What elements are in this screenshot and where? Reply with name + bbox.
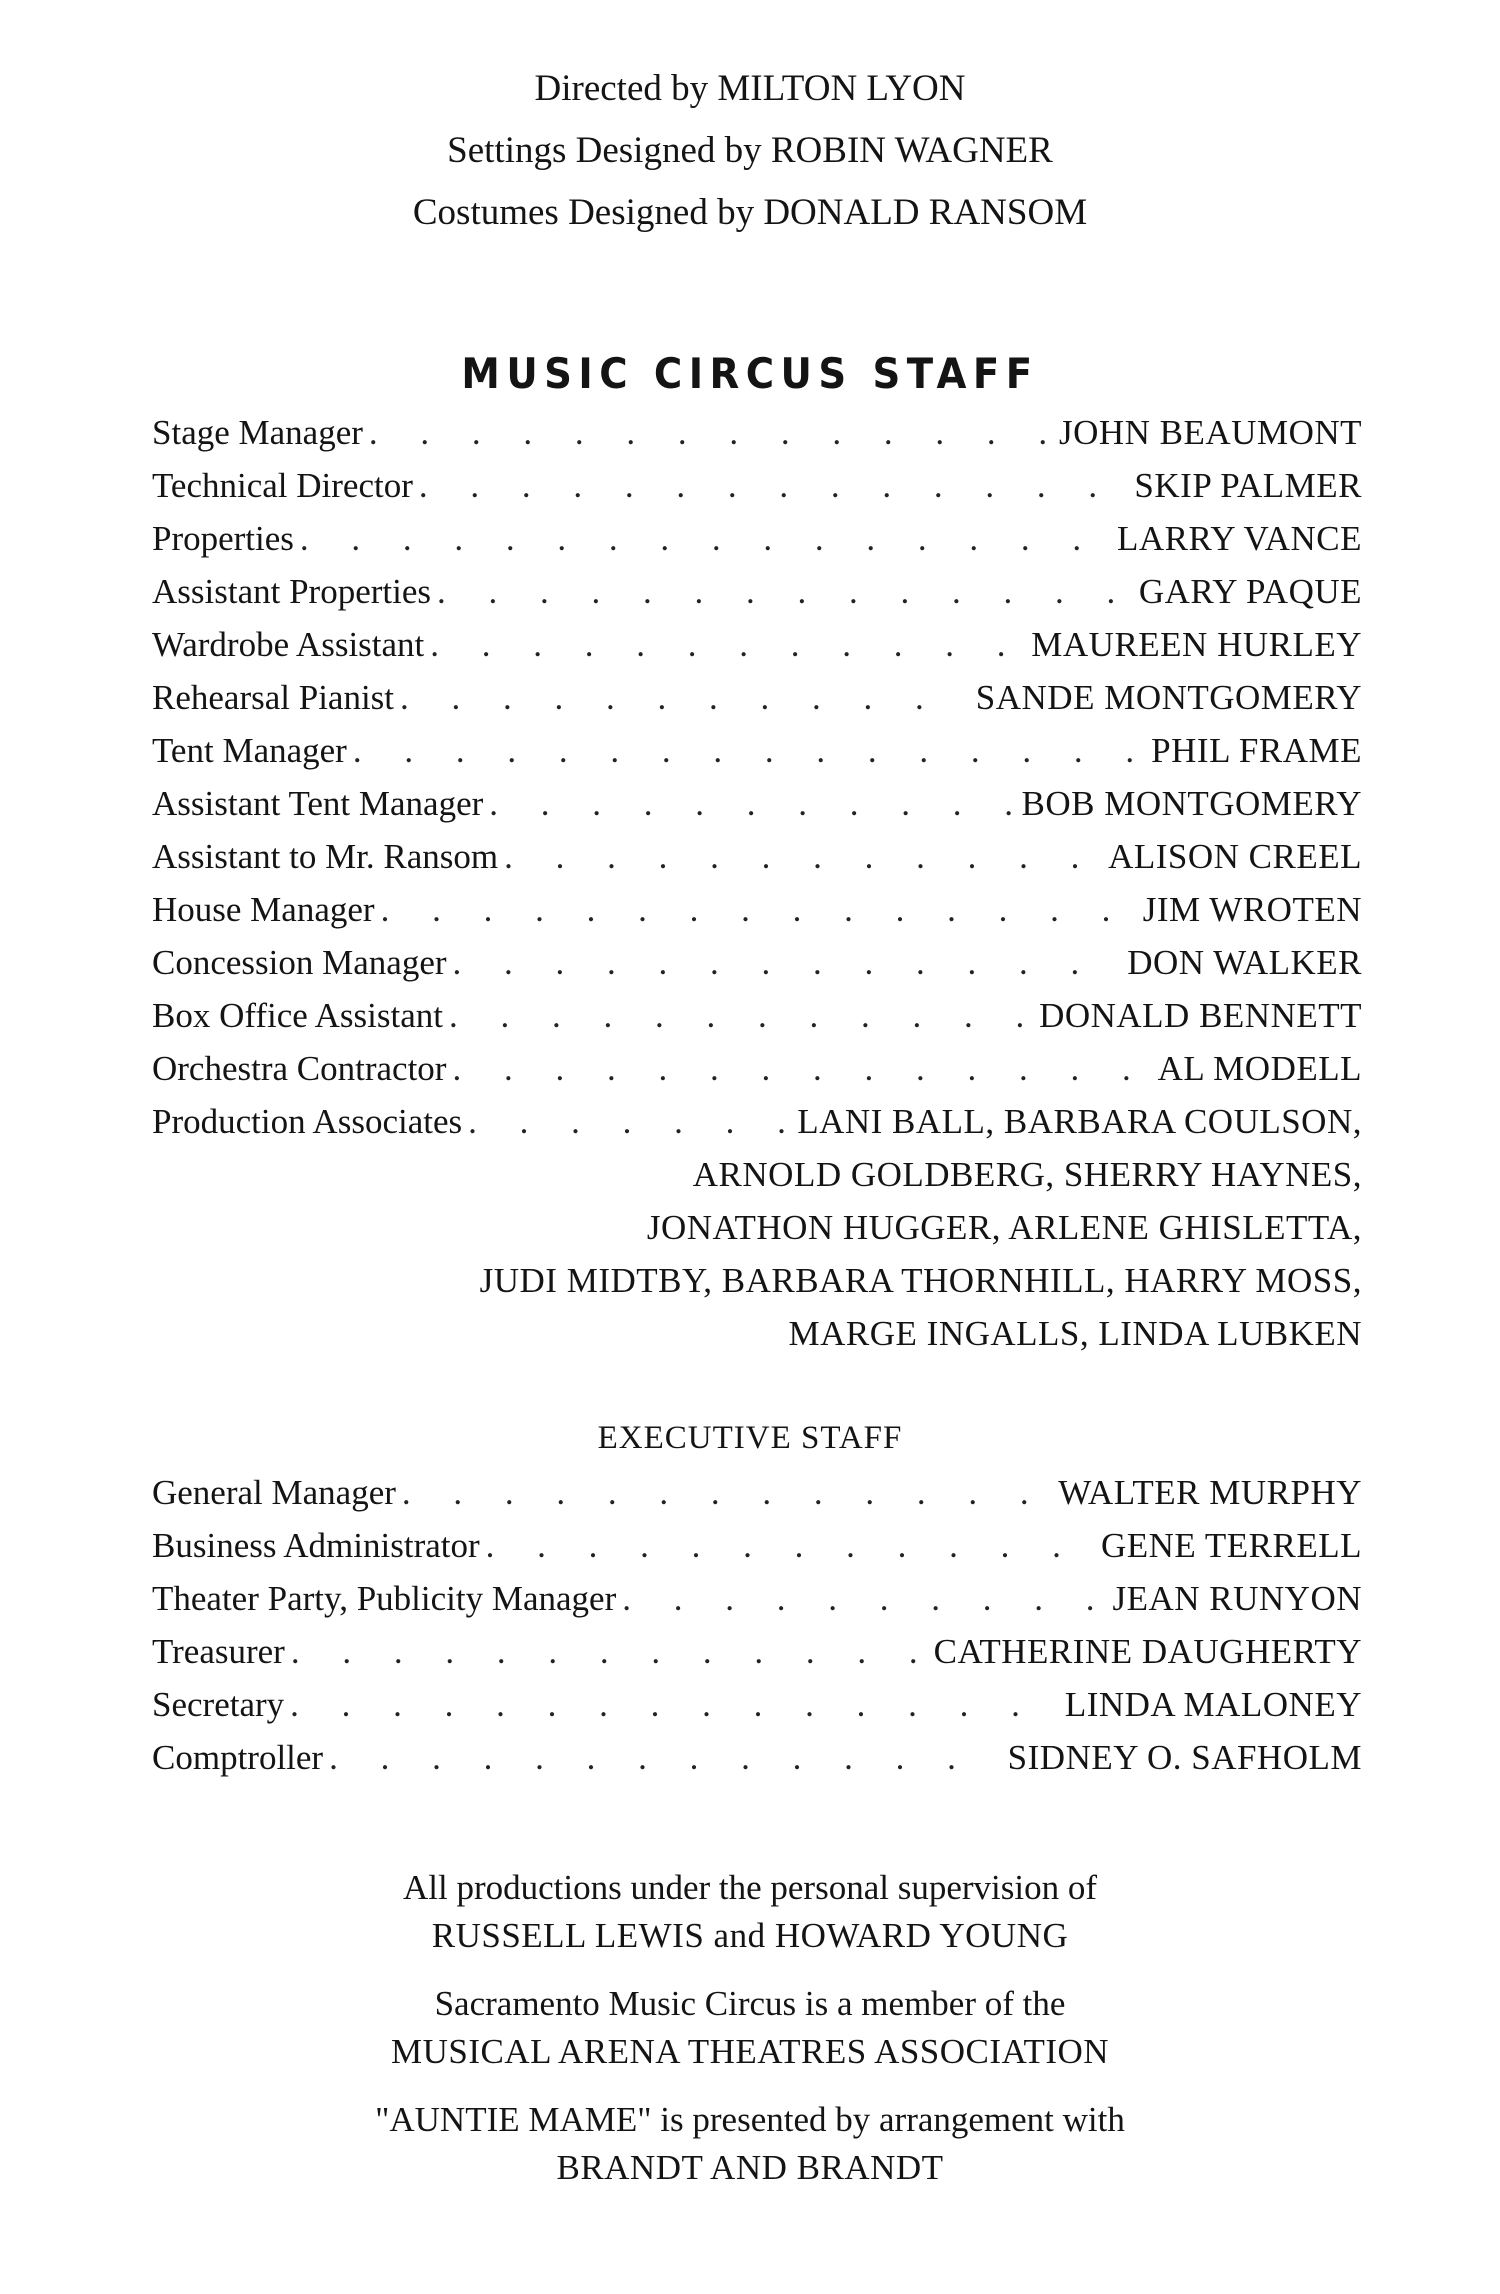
staff-role: Theater Party, Publicity Manager [152, 1579, 617, 1618]
staff-row [152, 1625, 1362, 1678]
staff-row [152, 671, 1362, 724]
staff-name: DONALD BENNETT [1039, 996, 1362, 1035]
staff-role: House Manager [152, 890, 375, 929]
staff-row [152, 565, 1362, 618]
music-circus-staff-list [152, 406, 1362, 1148]
dot-leader [431, 565, 1129, 618]
dot-leader [285, 1625, 924, 1678]
staff-row [152, 830, 1362, 883]
production-associates-continued [462, 1148, 1362, 1360]
arrangement-line: "AUNTIE MAME" is presented by arrangement with [375, 2100, 1125, 2139]
staff-role: Properties [152, 519, 294, 558]
staff-row [152, 1042, 1362, 1095]
staff-row [152, 989, 1362, 1042]
staff-role: Technical Director [152, 466, 413, 505]
staff-name: WALTER MURPHY [1058, 1473, 1362, 1512]
dot-leader [498, 830, 1098, 883]
staff-row [152, 618, 1362, 671]
executive-staff-list [152, 1466, 1362, 1784]
staff-role: Assistant to Mr. Ransom [152, 837, 499, 876]
staff-row [152, 1731, 1362, 1784]
footer-notes [0, 1864, 1500, 2192]
staff-row [152, 1572, 1362, 1625]
association-name: MUSICAL ARENA THEATRES ASSOCIATION [390, 2032, 1110, 2071]
member-line: Sacramento Music Circus is a member of the [434, 1984, 1066, 2023]
associates-line: JUDI MIDTBY, BARBARA THORNHILL, HARRY MOSS, [479, 1261, 1362, 1300]
staff-name: DON WALKER [1127, 943, 1362, 982]
staff-role: Assistant Properties [152, 572, 432, 611]
associates-line: MARGE INGALLS, LINDA LUBKEN [788, 1314, 1362, 1353]
dot-leader [462, 1095, 787, 1148]
staff-row [152, 406, 1362, 459]
staff-name: GARY PAQUE [1138, 572, 1362, 611]
staff-row [152, 724, 1362, 777]
production-credits [0, 58, 1500, 244]
dot-leader [413, 459, 1125, 512]
staff-row [152, 459, 1362, 512]
staff-name: SKIP PALMER [1134, 466, 1362, 505]
staff-name: GENE TERRELL [1100, 1526, 1362, 1565]
dot-leader [375, 883, 1133, 936]
associates-line: JONATHON HUGGER, ARLENE GHISLETTA, [646, 1208, 1362, 1247]
supervisors: RUSSELL LEWIS and HOWARD YOUNG [431, 1916, 1069, 1955]
staff-name: SIDNEY O. SAFHOLM [1007, 1738, 1362, 1777]
staff-row [152, 512, 1362, 565]
staff-role: Assistant Tent Manager [152, 784, 484, 823]
staff-row [152, 1519, 1362, 1572]
staff-role: Tent Manager [152, 731, 347, 770]
dot-leader [294, 512, 1107, 565]
supervision-line: All productions under the personal supervision of [402, 1868, 1098, 1907]
dot-leader [480, 1519, 1091, 1572]
dot-leader [394, 671, 966, 724]
staff-role: Stage Manager [152, 413, 363, 452]
dot-leader [447, 936, 1118, 989]
agency-name: BRANDT AND BRANDT [556, 2148, 944, 2187]
dot-leader [446, 1042, 1147, 1095]
staff-row [152, 1678, 1362, 1731]
staff-role: Business Administrator [152, 1526, 480, 1565]
staff-role: Wardrobe Assistant [152, 625, 425, 664]
staff-name: SANDE MONTGOMERY [975, 678, 1362, 717]
executive-staff-heading: EXECUTIVE STAFF [597, 1420, 903, 1456]
staff-role: Secretary [152, 1685, 285, 1724]
staff-row [152, 1095, 1362, 1148]
staff-name: CATHERINE DAUGHERTY [933, 1632, 1362, 1671]
staff-name: ALISON CREEL [1108, 837, 1362, 876]
dot-leader [323, 1731, 998, 1784]
staff-name: LANI BALL, BARBARA COULSON, [797, 1102, 1362, 1141]
staff-name: BOB MONTGOMERY [1021, 784, 1362, 823]
staff-name: PHIL FRAME [1151, 731, 1362, 770]
director-credit: Directed by MILTON LYON [534, 68, 966, 109]
staff-name: LARRY VANCE [1116, 519, 1362, 558]
staff-name: MAUREEN HURLEY [1031, 625, 1362, 664]
staff-role: Rehearsal Pianist [152, 678, 395, 717]
staff-role: Treasurer [152, 1632, 285, 1671]
staff-row [152, 936, 1362, 989]
staff-name: JEAN RUNYON [1112, 1579, 1362, 1618]
dot-leader [443, 989, 1029, 1042]
staff-row [152, 883, 1362, 936]
dot-leader [284, 1678, 1055, 1731]
associates-line: ARNOLD GOLDBERG, SHERRY HAYNES, [692, 1155, 1362, 1194]
dot-leader [363, 406, 1049, 459]
staff-name: JOHN BEAUMONT [1058, 413, 1362, 452]
music-circus-staff-heading: MUSIC CIRCUS STAFF [461, 349, 1039, 398]
staff-name: LINDA MALONEY [1064, 1685, 1362, 1724]
staff-row [152, 777, 1362, 830]
staff-name: AL MODELL [1157, 1049, 1362, 1088]
staff-role: Production Associates [152, 1102, 463, 1141]
staff-role: Box Office Assistant [152, 996, 444, 1035]
costumes-credit: Costumes Designed by DONALD RANSOM [412, 192, 1088, 233]
dot-leader [347, 724, 1141, 777]
dot-leader [483, 777, 1011, 830]
staff-role: Orchestra Contractor [152, 1049, 447, 1088]
staff-row [152, 1466, 1362, 1519]
staff-role: General Manager [152, 1473, 396, 1512]
settings-credit: Settings Designed by ROBIN WAGNER [447, 130, 1053, 171]
staff-name: JIM WROTEN [1142, 890, 1362, 929]
dot-leader [396, 1466, 1048, 1519]
staff-role: Concession Manager [152, 943, 447, 982]
dot-leader [616, 1572, 1102, 1625]
dot-leader [424, 618, 1021, 671]
staff-role: Comptroller [152, 1738, 324, 1777]
